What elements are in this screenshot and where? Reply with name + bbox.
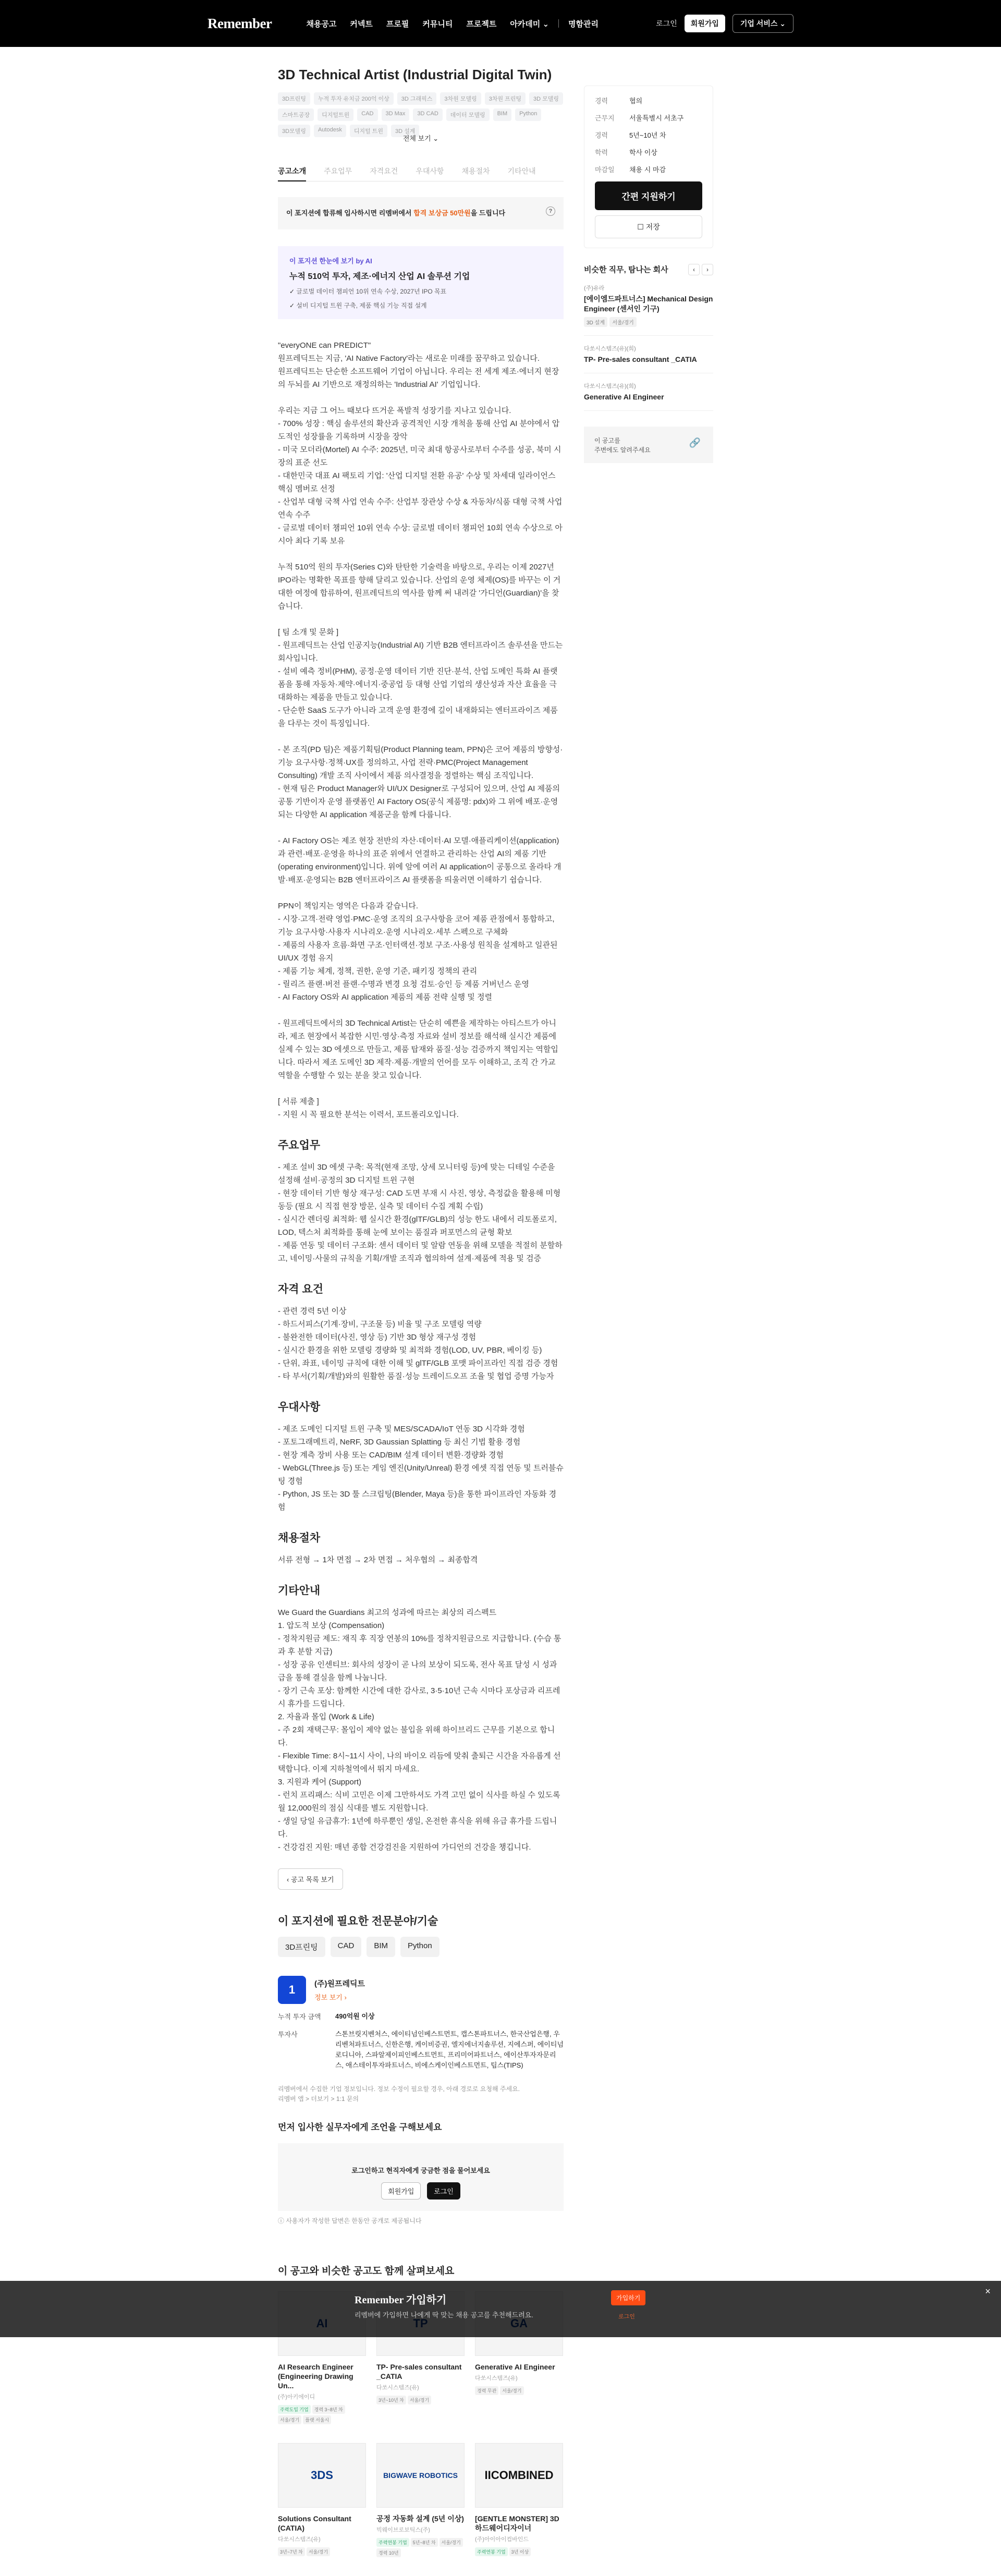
- nav-connect[interactable]: 커넥트: [350, 19, 373, 29]
- investor-value: 스톤브릿지벤처스, 에이티넘인베스트먼트, 캡스톤파트너스, 한국산업은행, 우리벤처파트너스, 신한은행, 케이비증권, 엘지에너지솔루션, 지에스퍼, 에이티넘로디니아, 스파알제이피인베스트먼트, 프리미어파트너스, 에이산투자자문리스, 애스테이투자파트너스, 비에스케이인베스트먼트, 팁스(TIPS): [335, 2030, 564, 2069]
- answer-note: ⓘ 사용자가 작성한 답변은 한동안 공개로 제공됩니다: [278, 2217, 422, 2225]
- summary-value: 5년~10년 차: [629, 131, 666, 139]
- job-tag: 3차원 프린팅: [485, 92, 526, 105]
- summary-value: 학사 이상: [629, 149, 657, 156]
- job-card-title: 공정 자동화 설계 (5년 이상): [376, 2514, 464, 2523]
- job-card-tag: 경력 10년: [376, 2548, 401, 2557]
- similar-company-card[interactable]: [584, 373, 713, 411]
- skill-chip: Python: [400, 1937, 440, 1957]
- overlay-text: 리멤버에 가입하면 나에게 딱 맞는 채용 공고를 추천해드려요.: [355, 2311, 533, 2319]
- etc-text: We Guard the Guardians 최고의 성과에 따르는 최상의 리스펙트 1. 압도적 보상 (Compensation) - 정착지원금 제도: 재직 후 직장 연봉의 10%를 정착지원금으로 지급합니다. (수습 통과 후 분할 지급) - 성장 공유 인센티브: 회사의 성장이 곧 나의 보상이 되도록, 전사 목표 달성 시 성과급을 통해 결실을 함께 나눕니다. - 장기 근속 포상: 함께한 시간에 대한 감사로, 3·5·10년 근속 시마다 포상금과 리프레시 휴가를 드립니다. 2. 자율과 몰입 (Work & Life) - 주 2회 재택근무: 몰입이 제약 없는 불입을 위해 하이브리드 근무를 기본으로 합니다. - Flexible Time: 8시~11시 사이, 나의 바이오 리듬에 맞춰 출퇴근 시간을 자유롭게 선택합니다. 이제 지하철역에서 뛰지 마세요. 3. 지원과 케어 (Support) - 런치 프리패스: 식비 고민은 이제 그만하셔도 가격 고민 없이 식사를 하실 수 있도록 월 12,000원의 점심 식대를 별도 지원합니다. - 생일 당일 유급휴가: 1년에 하루뿐인 생일, 온전한 휴식을 위해 유급 휴가를 드립니다. - 건강검진 지원: 매년 종합 건강검진을 지원하여 가디언의 건강을 챙깁니다.: [278, 1608, 561, 1852]
- summary-key: 마감일: [595, 166, 615, 174]
- job-tag: 디지털트윈: [318, 108, 353, 121]
- overlay-title: Remember 가입하기: [355, 2294, 447, 2306]
- nav-divider: [558, 19, 559, 28]
- summary-row: [595, 164, 702, 174]
- skill-chip: 3D프린팅: [278, 1937, 325, 1957]
- job-card-image: IICOMBINED: [475, 2443, 563, 2508]
- back-to-list-button[interactable]: ‹ 공고 목록 보기: [278, 1868, 343, 1890]
- section-tabs: [278, 166, 564, 181]
- ai-summary-box: [278, 246, 564, 319]
- summary-key: 학력: [595, 149, 608, 156]
- tab-preferred[interactable]: 우대사항: [416, 167, 444, 175]
- similar-job-title: Generative AI Engineer: [584, 393, 664, 401]
- login-prompt-text: 로그인하고 현직자에게 궁금한 점을 물어보세요: [351, 2167, 490, 2174]
- job-card-tag: 서울/경기: [408, 2396, 431, 2404]
- duties-text: - 제조 설비 3D 에셋 구축: 목적(현재 조망, 상세 모니터링 등)에 맞는 디테일 수준을 설정해 설비·공정의 3D 디지털 트윈 구현 - 현장 데이터 기반 형상 재구성: CAD 도면 부재 시 사진, 영상, 측정값을 활용해 미형 동등 (필요 시 직접 현장 방문, 실측 및 데이터 수집 계획 수립) - 실시간 렌더링 최적화: 웹 실시간 환경(glTF/GLB)의 성능 한도 내에서 리토폴로지, LOD, 텍스처 최적화를 통해 눈에 보이는 품질과 퍼포먼스의 균형 확보 - 제품 연동 및 데이터 구조화: 센서 데이터 및 알람 연동을 위해 모델을 적절히 분할하고, 네이밍·사물의 규칙을 기획/개발 조직과 협의하여 설계·제품에 적용 및 검증: [278, 1163, 563, 1263]
- company-info-link[interactable]: 정보 보기 ›: [314, 1994, 347, 2001]
- job-summary-box: [584, 86, 713, 248]
- promo-highlight: 합격 보상금 50만원: [413, 209, 471, 217]
- requirements-text: - 관련 경력 5년 이상 - 하드서피스(기계·장비, 구조물 등) 비율 및 구조 모델링 역량 - 불완전한 데이터(사진, 영상 등) 기반 3D 형상 재구성 경험 - 실시간 환경을 위한 모델링 경량화 및 최적화 경험(LOD, UV, PBR, 베이킹 등) - 단위, 좌표, 네이밍 규칙에 대한 이해 및 glTF/GLB 포맷 파이프라인 직접 검증 경험 - 타 부서(기획/개발)와의 원활한 품질·성능 트레이드오프 조율 및 협업 증명 가능자: [278, 1307, 558, 1381]
- job-card-company: (주)아키에이디: [278, 2394, 315, 2400]
- job-card-tag: 서울/경기: [500, 2386, 523, 2395]
- similar-company-name: (주)유라: [584, 285, 605, 291]
- skills-heading: 이 포지션에 필요한 전문분야/기술: [278, 1915, 438, 1927]
- preferred-heading: 우대사항: [278, 1401, 321, 1413]
- job-detail: [278, 47, 564, 2226]
- job-tag: 누적 투자 유치금 200억 이상: [314, 92, 394, 105]
- similar-company-card[interactable]: [584, 336, 713, 373]
- share-text: 이 공고를 주변에도 알려주세요: [594, 437, 651, 454]
- company-card[interactable]: [278, 1976, 564, 2004]
- ai-summary-heading: 이 포지션 한눈에 보기 by AI: [289, 257, 372, 265]
- skill-chip: CAD: [331, 1937, 362, 1957]
- similar-job-title: [에이엠드파트너스] Mechanical Design Engineer (센서인 기구): [584, 295, 713, 313]
- summary-row: [595, 147, 702, 157]
- show-all-tags-button[interactable]: 전체 보기 ⌄: [402, 135, 439, 142]
- similar-company-card[interactable]: [584, 275, 713, 336]
- job-tag: 디지털 트윈: [350, 125, 387, 137]
- investor-row: [278, 2029, 564, 2071]
- etc-heading: 기타안내: [278, 1585, 321, 1597]
- job-tag: 3D 모델링: [529, 92, 563, 105]
- help-icon[interactable]: ?: [546, 206, 555, 216]
- prev-arrow-icon[interactable]: ‹: [688, 264, 700, 275]
- job-card-title: Solutions Consultant (CATIA): [278, 2514, 351, 2532]
- job-tag: 3D 설계: [391, 125, 419, 137]
- similar-job-title: TP- Pre-sales consultant _CATIA: [584, 355, 697, 363]
- similar-jobs-heading: 이 공고와 비슷한 공고도 함께 살펴보세요: [278, 2266, 455, 2277]
- investment-value: 490억원 이상: [335, 2012, 375, 2020]
- nav-community[interactable]: 커뮤니티: [422, 19, 453, 29]
- job-tag: 3D프린팅: [278, 92, 310, 105]
- signup-button[interactable]: 회원가입: [685, 15, 725, 32]
- summary-key: 경력: [595, 131, 608, 139]
- job-card-image: 3DS: [278, 2443, 366, 2508]
- job-tags: [278, 92, 564, 135]
- summary-key: 근무지: [595, 114, 615, 122]
- enterprise-button[interactable]: 기업 서비스 ⌄: [733, 14, 794, 33]
- login-prompt-box: [278, 2143, 564, 2211]
- tab-etc[interactable]: 기타안내: [507, 167, 536, 175]
- skills-list: [278, 1937, 564, 1957]
- investment-label: 누적 투자 금액: [278, 2013, 321, 2021]
- job-card-tag: 서울/경기: [307, 2547, 330, 2556]
- save-button[interactable]: ☐ 저장: [595, 215, 702, 238]
- promo-text-pre: 이 포지션에 합류해 입사하시면 리멤버에서: [286, 209, 414, 217]
- process-text: 서류 전형 → 1차 면접 → 2차 면접 → 처우협의 → 최종합격: [278, 1556, 478, 1564]
- job-tag: Python: [515, 108, 541, 121]
- job-tag: 스마트공장: [278, 108, 314, 121]
- job-card-tag: 경력 3~8년 차: [312, 2405, 345, 2414]
- requirements-heading: 자격 요건: [278, 1283, 323, 1295]
- investor-label: 투자사: [278, 2031, 298, 2038]
- job-card[interactable]: [278, 2443, 366, 2557]
- similar-job-tag: 3D 설계: [584, 317, 607, 327]
- summary-value: 협의: [629, 97, 643, 105]
- job-card-tag: 주력연봉 기업: [376, 2538, 409, 2547]
- job-card-title: Generative AI Engineer: [475, 2363, 555, 2371]
- nav-profile[interactable]: 프로필: [386, 19, 409, 29]
- job-card[interactable]: [475, 2443, 563, 2557]
- referral-bonus-banner: [278, 197, 564, 229]
- job-card-image: BIGWAVE ROBOTICS: [376, 2443, 465, 2508]
- next-arrow-icon[interactable]: ›: [702, 264, 713, 275]
- tab-duties[interactable]: 주요업무: [324, 167, 352, 175]
- prompt-login-button[interactable]: 로그인: [427, 2182, 460, 2200]
- summary-row: [595, 113, 702, 123]
- tab-intro[interactable]: 공고소개: [278, 166, 306, 181]
- job-card-tag: 서울/경기: [440, 2538, 463, 2547]
- tab-process[interactable]: 채용절차: [461, 167, 490, 175]
- duties-heading: 주요업무: [278, 1139, 321, 1151]
- prompt-signup-button[interactable]: 회원가입: [381, 2182, 421, 2200]
- ai-summary-point: ✓ 글로벌 데이터 챔피언 10위 연속 수상, 2027년 IPO 목표: [289, 287, 552, 296]
- job-card[interactable]: [376, 2443, 465, 2557]
- summary-row: [595, 95, 702, 105]
- company-logo: 1: [278, 1976, 306, 2004]
- job-card-tag: 주력도입 기업: [278, 2405, 311, 2414]
- job-card-tag: 5년~8년 차: [411, 2538, 438, 2547]
- job-tag: 3차원 모델링: [440, 92, 481, 105]
- job-card-tag: 플랫 서울시: [303, 2415, 331, 2424]
- job-intro-text: "everyONE can PREDICT" 원프레딕트는 지금, 'AI Native Factory'라는 새로운 미래를 꿈꾸하고 있습니다. 원프레딕트는 단순한 소프트웨어 기업이 아닙니다. 우리는 전 세계 제조·에너지 현장의 두뇌를 AI 기반으로 재정의하는 'Industrial AI' 기업입니다. 우리는 지금 그 어느 때보다 뜨거운 폭발적 성장기를 지나고 있습니다. - 700% 성장 : 핵심 솔루션의 확산과 공격적인 시장 개척을 통해 산업 AI 분야에서 압도적인 성장률을 기록하며 시장을 장악 - 미국 모더라(Mortel) AI 수주: 2025년, 미국 최대 항공사로부터 수주를 성공, 북미 시장의 표준 선도 - 대한민국 대표 AI 팩토리 기업: '산업 디지털 전환 유공' 수상 및 차세대 일라이언스 핵심 멤버로 선정 - 산업부 대형 국책 사업 연속 수주: 산업부 장관상 수상 & 자동차/식품 대형 국책 사업 연속 수주 - 글로벌 데이터 챔피언 10위 연속 수상: 글로벌 데이터 챔피언 10회 연속 수상으로 아시아 최다 기록 보유 누적 510억 원의 투자(Series C)와 탄탄한 기술력을 바탕으로, 우리는 이제 2027년 IPO라는 명확한 목표를 향해 달리고 있습니다. 산업의 운영 체제(OS)를 바꾸는 이 거대한 여정에 합류하여, 원프레딕트의 역사를 함께 써 내려갈 '가디언(Guardian)'을 찾습니다. [ 팀 소개 및 문화 ] - 원프레딕트는 산업 인공지능(Industrial AI) 기반 B2B 엔터프라이즈 솔루션을 만드는 회사입니다. - 설비 예측 정비(PHM), 공정·운영 데이터 기반 진단·분석, 산업 도메인 특화 AI 플랫폼을 통해 자동차·제약·에너지·중공업 등 대형 산업 기업의 생산성과 자산 효율을 극대화하는 제품을 만들고 있습니다. - 단순한 SaaS 도구가 아니라 고객 운영 환경에 깊이 내재화되는 엔터프라이즈 제품을 다루는 것이 특징입니다. - 본 조직(PD 팀)은 제품기획팀(Product Planning team, PPN)은 코어 제품의 방향성·기능 요구사항·정책·UX를 정의하고, 사업 전략·PMC(Project Management Consulting) 개발 조직 사이에서 제품 의사결정을 정렬하는 핵심 조직입니다. - 현재 팀은 Product Manager와 UI/UX Designer로 구성되어 있으며, 산업 AI 제품의 공통 기반이자 운영 플랫폼인 AI Factory OS(공식 제품명: pdx)와 그 위에 배포·운영되는 다양한 AI application 제품군을 함께 다룹니다. - AI Factory OS는 제조 현장 전반의 자산·데이터·AI 모델·애플리케이션(application)과 관련·배포·운영을 하나의 표준 위에서 연결하고 관리하는 산업 AI의 제품 기반(operating environment)입니다. 위에 앞에 여러 AI application이 공통으로 올라타 개발·배포·운영되는 B2B 엔터프라이즈 AI 플랫폼을 띄울러면 이해하기 쉽습니다. PPN이 책임지는 영역은 다음과 같습니다. - 시장·고객·전략 영업·PMC·운영 조직의 요구사항을 코어 제품 관점에서 통합하고, 기능 요구사항·사용자 시나리오·운영 시나리오·세부 스펙으로 구체화 - 제품의 사용자 흐름·화면 구조·인터랙션·정보 구조·사용성 원칙을 설계하고 일관된 UI/UX 경험 유지 - 제품 기능 체계, 정책, 권한, 운영 기준, 패키징 정책의 관리 - 릴리즈 플랜·버전 플랜·수명과 변경 요청 검토·승인 등 제품 거버넌스 운영 - AI Factory OS와 AI application 제품의 제품 전략 실행 및 정렬 - 원프레딕트에서의 3D Technical Artist는 단순히 예쁜을 제작하는 아티스트가 아니라, 제조 현장에서 복잡한 시민·영상·측정 자료와 설비 정보를 해석해 실시간 제품에 실제 수 있는 3D 에셋으로 만들고, 제품 탑재와 품질·성능 검증까지 책임지는 역할입니다. 따라서 제조 도메인 3D 제작·제품·개발의 언어를 모두 이해하고, 조직 간 가교 역할을 수행할 수 있는 분을 찾고 있습니다. [ 서류 제출 ] - 지원 시 꼭 필요한 분석는 이력서, 포트폴리오입니다.: [278, 341, 563, 1119]
- overlay-signup-button[interactable]: 가입하기: [611, 2290, 645, 2305]
- advice-heading: 먼저 입사한 실무자에게 조언을 구해보세요: [278, 2122, 442, 2132]
- nav-academy[interactable]: 아카데미 ⌄: [510, 19, 550, 29]
- job-card-title: TP- Pre-sales consultant _CATIA: [376, 2363, 462, 2380]
- job-card-company: (주)아이아이컴바인드: [475, 2536, 529, 2543]
- nav-card-manage[interactable]: 명함관리: [568, 19, 599, 29]
- job-tag: 3D 그래픽스: [397, 92, 437, 105]
- nav-project[interactable]: 프로젝트: [466, 19, 497, 29]
- job-tag: 데이터 모델링: [446, 108, 490, 121]
- summary-row: [595, 130, 702, 140]
- similar-company-name: 다쏘시스템즈(유)(희): [584, 346, 636, 352]
- job-card-tag: 서울/경기: [278, 2415, 301, 2424]
- tab-requirements[interactable]: 자격요건: [370, 167, 398, 175]
- job-card-tag: 3년 이상: [509, 2547, 531, 2556]
- job-card-company: 빅웨이브로보틱스(주): [376, 2527, 430, 2533]
- login-link[interactable]: 로그인: [656, 19, 677, 28]
- nav-jobs[interactable]: 채용공고: [306, 19, 337, 29]
- similar-companies-header: [584, 264, 713, 275]
- summary-key: 경력: [595, 97, 608, 105]
- link-icon[interactable]: 🔗: [689, 438, 701, 448]
- job-card-company: 다쏘시스템즈(유): [278, 2536, 321, 2543]
- close-icon[interactable]: ×: [985, 2286, 991, 2296]
- skill-chip: BIM: [367, 1937, 395, 1957]
- job-card-title: AI Research Engineer (Engineering Drawing Un...: [278, 2363, 353, 2390]
- job-card-tag: 주력연봉 기업: [475, 2547, 508, 2556]
- job-card-title: [GENTLE MONSTER] 3D 하드웨어디자이너: [475, 2514, 559, 2532]
- job-card-tag: 경력 무관: [475, 2386, 498, 2395]
- job-tag: CAD: [357, 108, 377, 121]
- job-tag: 3D Max: [382, 108, 410, 121]
- share-box: [584, 427, 713, 463]
- sidebar: [584, 86, 713, 463]
- job-title: 3D Technical Artist (Industrial Digital Twin): [278, 67, 552, 82]
- job-card-tag: 3년~10년 차: [376, 2396, 406, 2404]
- job-tag: BIM: [493, 108, 512, 121]
- similar-company-name: 다쏘시스템즈(유)(희): [584, 383, 636, 390]
- signup-overlay-banner: [0, 2281, 1001, 2337]
- investment-row: [278, 2011, 564, 2022]
- summary-value: 채용 시 마감: [629, 166, 666, 174]
- top-nav: [0, 0, 1001, 47]
- preferred-text: - 제조 도메인 디지털 트윈 구축 및 MES/SCADA/IoT 연동 3D 시각화 경험 - 포토그래메트리, NeRF, 3D Gaussian Splatting 등 최신 기법 활용 경험 - 현장 계측 장비 사용 또는 CAD/BIM 설계 데이터 변환·경량화 경험 - WebGL(Three.js 등) 또는 게임 엔진(Unity/Unreal) 환경 에셋 직접 연동 및 트러블슈팅 경험 - Python, JS 또는 3D 툴 스크립팅(Blender, Maya 등)을 통한 파이프라인 자동화 경험: [278, 1425, 564, 1512]
- company-name: (주)원프레딕트: [314, 1979, 365, 1988]
- promo-text-post: 을 드립니다: [470, 209, 506, 217]
- job-card-company: 다쏘시스템즈(유): [475, 2375, 518, 2381]
- ai-summary-title: 누적 510억 투자, 제조·에너지 산업 AI 솔루션 기업: [289, 272, 470, 281]
- overlay-login-link[interactable]: 로그인: [618, 2314, 635, 2320]
- similar-companies-title: 비슷한 직무, 탐나는 회사: [584, 265, 668, 274]
- job-card-company: 다쏘시스템즈(유): [376, 2385, 419, 2391]
- similar-job-tag: 서울/경기: [609, 317, 636, 327]
- job-tag: 3D CAD: [413, 108, 442, 121]
- remember-logo[interactable]: Remember: [207, 15, 272, 31]
- job-card-tag: 3년~7년 차: [278, 2547, 305, 2556]
- process-heading: 채용절차: [278, 1532, 321, 1544]
- ai-summary-point: ✓ 설비 디지털 트윈 구축, 제품 핵심 기능 직접 설계: [289, 301, 552, 310]
- summary-value: 서울특별시 서초구: [629, 114, 684, 122]
- company-info-note: 리멤버에서 수집한 기업 정보입니다. 정보 수정이 필요할 경우, 아래 경로로 요청해 주세요. 리멤버 앱 > 더보기 > 1:1 문의: [278, 2085, 520, 2103]
- apply-button[interactable]: 간편 지원하기: [595, 181, 702, 210]
- job-tag: 3D모델링: [278, 125, 310, 137]
- job-tag: Autodesk: [314, 125, 346, 137]
